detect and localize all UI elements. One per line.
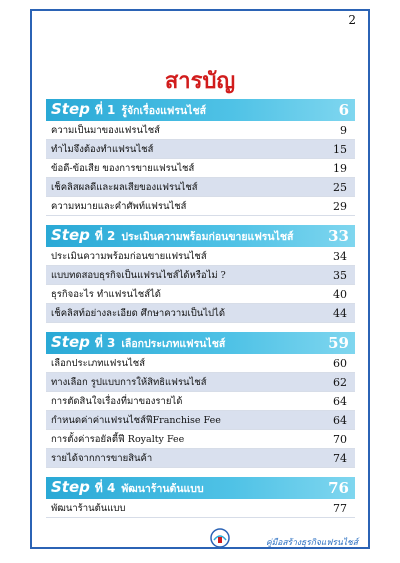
item-text: ความหมายและคำศัพท์แฟรนไชส์: [51, 200, 187, 212]
item-page: 15: [333, 142, 347, 156]
toc-item[interactable]: [46, 449, 355, 468]
section-page: 6: [338, 101, 349, 119]
toc-item[interactable]: [46, 285, 355, 304]
section-page: 76: [328, 479, 349, 497]
section-page: 59: [328, 334, 349, 352]
section-header[interactable]: [46, 225, 355, 247]
item-page: 77: [333, 501, 347, 515]
toc-item[interactable]: [46, 178, 355, 197]
toc-item[interactable]: [46, 373, 355, 392]
section-title: รู้จักเรื่องแฟรนไชส์: [121, 105, 206, 117]
section-header[interactable]: [46, 332, 355, 354]
item-text: ธุรกิจอะไร ทำแฟรนไชส์ได้: [51, 288, 161, 300]
item-text: รายได้จากการขายสินค้า: [51, 452, 153, 464]
item-page: 64: [333, 413, 347, 427]
item-text: การตั้งค่ารอยัลตี้ฟี Royalty Fee: [51, 433, 185, 445]
toc-item[interactable]: [46, 266, 355, 285]
section-title: ประเมินความพร้อมก่อนขายแฟรนไชส์: [121, 231, 294, 243]
step-word: Step: [51, 478, 90, 496]
item-page: 29: [333, 199, 347, 213]
item-page: 34: [333, 249, 347, 263]
page-frame: [30, 9, 370, 549]
table-of-contents: [46, 99, 355, 518]
item-text: เช็คลิสผลดีและผลเสียของแฟรนไชส์: [51, 181, 198, 193]
step-word: Step: [51, 226, 90, 244]
item-page: 70: [333, 432, 347, 446]
toc-item[interactable]: [46, 197, 355, 216]
item-text: เลือกประเภทแฟรนไชส์: [51, 357, 146, 369]
item-text: ข้อดี-ข้อเสีย ของการขายแฟรนไชส์: [51, 162, 195, 174]
section-title: พัฒนาร้านต้นแบบ: [121, 483, 204, 495]
item-text: เช็คลิสท์อย่างละเอียด ศึกษาความเป็นไปได้: [51, 307, 226, 319]
toc-item[interactable]: [46, 354, 355, 373]
item-page: 64: [333, 394, 347, 408]
item-page: 74: [333, 451, 347, 465]
toc-item[interactable]: [46, 121, 355, 140]
toc-item[interactable]: [46, 247, 355, 266]
footer-caption: คู่มือสร้างธุรกิจแฟรนไชส์: [265, 538, 358, 548]
spacer: [46, 323, 355, 332]
logo-icon: [210, 528, 230, 548]
item-text: การตัดสินใจเรื่องที่มาของรายได้: [51, 395, 183, 407]
toc-item[interactable]: [46, 411, 355, 430]
section-title: เลือกประเภทแฟรนไชส์: [121, 338, 226, 350]
item-text: ทำไมจึงต้องทำแฟรนไชส์: [51, 143, 154, 155]
toc-item[interactable]: [46, 140, 355, 159]
item-text: กำหนดค่าค่าแฟรนไชส์ฟีFranchise Fee: [51, 414, 221, 426]
spacer: [46, 216, 355, 225]
toc-item[interactable]: [46, 304, 355, 323]
toc-item[interactable]: [46, 499, 355, 518]
item-text: พัฒนาร้านต้นแบบ: [51, 502, 126, 514]
step-word: Step: [51, 100, 90, 118]
step-number: ที่ 4: [94, 481, 116, 495]
item-text: ความเป็นมาของแฟรนไชส์: [51, 124, 160, 136]
section-header[interactable]: [46, 477, 355, 499]
step-number: ที่ 1: [94, 103, 116, 117]
spacer: [46, 468, 355, 477]
step-word: Step: [51, 333, 90, 351]
section-header[interactable]: [46, 99, 355, 121]
item-page: 35: [333, 268, 347, 282]
item-page: 25: [333, 180, 347, 194]
item-text: แบบทดสอบธุรกิจเป็นแฟรนไชส์ได้หรือไม่ ?: [51, 269, 226, 281]
item-page: 62: [333, 375, 347, 389]
item-page: 60: [333, 356, 347, 370]
page-title: สารบัญ: [164, 69, 236, 94]
item-page: 44: [333, 306, 347, 320]
page-number: 2: [348, 13, 356, 27]
item-text: ทางเลือก รูปแบบการให้สิทธิแฟรนไชส์: [51, 376, 207, 388]
step-number: ที่ 2: [94, 229, 116, 243]
item-text: ประเมินความพร้อมก่อนขายแฟรนไชส์: [51, 250, 207, 262]
toc-item[interactable]: [46, 392, 355, 411]
toc-item[interactable]: [46, 430, 355, 449]
section-page: 33: [328, 227, 349, 245]
item-page: 19: [333, 161, 347, 175]
toc-item[interactable]: [46, 159, 355, 178]
item-page: 40: [333, 287, 347, 301]
step-number: ที่ 3: [94, 336, 116, 350]
item-page: 9: [340, 123, 347, 137]
